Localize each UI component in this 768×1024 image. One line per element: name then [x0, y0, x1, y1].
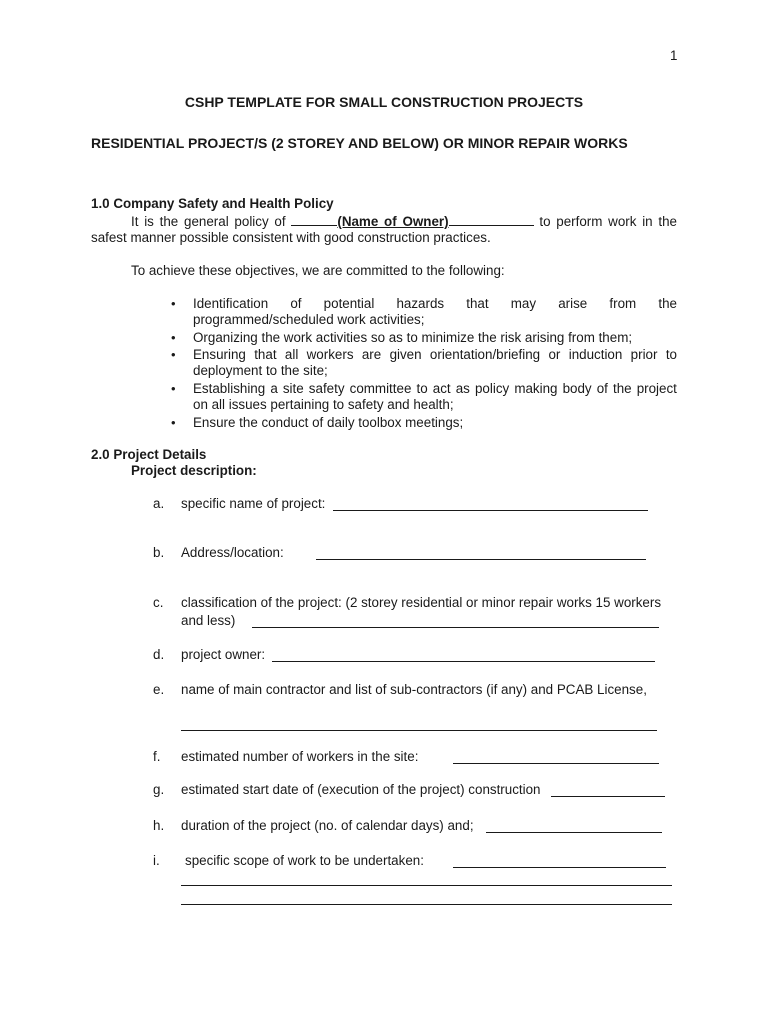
workers-count-input-line[interactable] — [453, 763, 659, 764]
section2-heading: 2.0 Project Details — [91, 447, 207, 462]
classification-input-line[interactable] — [252, 627, 659, 628]
page-number: 1 — [670, 48, 678, 63]
scope-input-line-1[interactable] — [453, 867, 666, 868]
document-title: CSHP TEMPLATE FOR SMALL CONSTRUCTION PROJECTS — [184, 94, 584, 110]
scope-input-line-2[interactable] — [181, 885, 672, 886]
policy-line2: safest manner possible consistent with good construction practices. — [91, 230, 491, 245]
duration-input-line[interactable] — [486, 832, 662, 833]
bullet-dot: • — [171, 347, 176, 362]
contractor-input-line[interactable] — [181, 730, 657, 731]
bullet-dot: • — [171, 296, 176, 311]
project-owner-input-line[interactable] — [272, 661, 655, 662]
policy-line1 — [131, 213, 677, 230]
address-input-line[interactable] — [316, 559, 646, 560]
owner-placeholder: (Name of Owner) — [337, 214, 449, 229]
scope-input-line-3[interactable] — [181, 904, 672, 905]
policy-prefix: It is the general policy of — [131, 214, 286, 229]
owner-name-field — [291, 214, 533, 229]
bullet-dot: • — [171, 330, 176, 345]
project-name-input-line[interactable] — [333, 510, 648, 511]
project-description-heading: Project description: — [131, 463, 257, 478]
document-page: 1 CSHP TEMPLATE FOR SMALL CONSTRUCTION PROJECTS RESIDENTIAL PROJECT/S (2 STOREY AND BELOW) OR MINOR REPAIR WORKS 1.0 Company Safety and Health Policy It is the general policy of (Name of Owner) to perform work in the safest manner possible consistent with good construction practices. To achieve these objectives, we are committed to the following: • Identification of potential hazards that may arise from the programmed/scheduled work activities; • Organizing the work activities so as to minimize the risk arising from them; • Ensuring that all workers are given orientation/briefing or induction prior to deployment to the site; • Establishing a site safety committee to act as policy making body of the project on all issues pertaining to safety and health; • Ensure the conduct of daily toolbox meetings; 2.0 Project Details Project description: a. specific name of project: b. Address/location: c. classification of the project: (2 storey residential or minor repair works 15 workers and less) d. project owner: e. name of main contractor and list of sub-contractors (if any) and PCAB License, f. estimated number of workers in the site: g. estimated start date of (execution of the project) construction h. duration of the project (no. of calendar days) and; i. specific scope of work to be undertaken: — [0, 0, 768, 1024]
bullet-dot: • — [171, 415, 176, 430]
policy-suffix: to perform work in the — [539, 214, 677, 229]
document-subtitle: RESIDENTIAL PROJECT/S (2 STOREY AND BELOW) OR MINOR REPAIR WORKS — [91, 135, 628, 151]
bullet-dot: • — [171, 381, 176, 396]
objectives-intro: To achieve these objectives, we are committed to the following: — [131, 263, 505, 278]
section1-heading: 1.0 Company Safety and Health Policy — [91, 196, 334, 211]
start-date-input-line[interactable] — [551, 796, 665, 797]
